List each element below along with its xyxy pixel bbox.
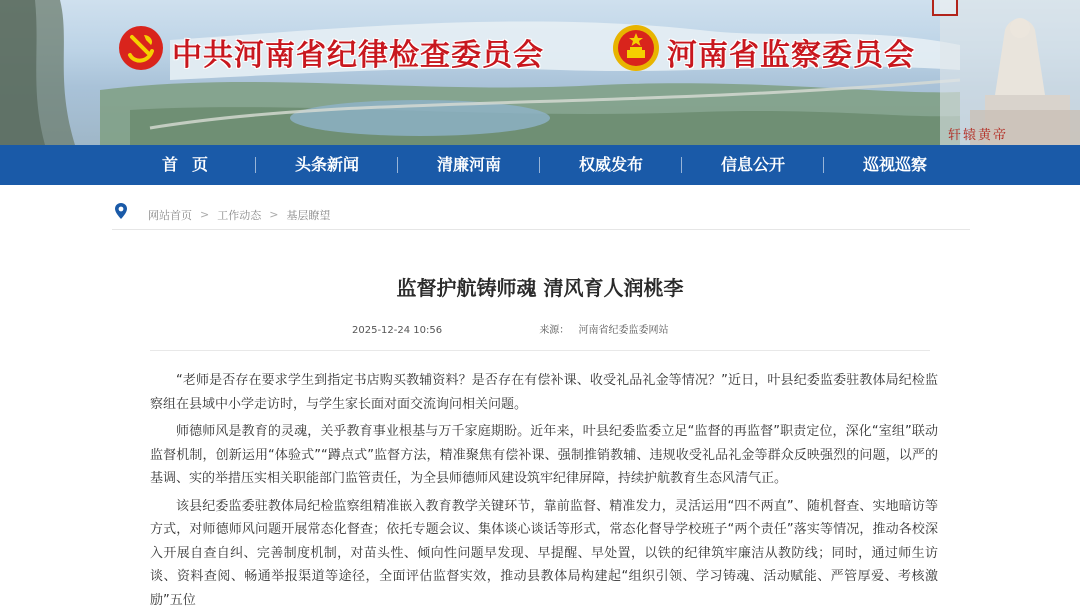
meta-divider <box>150 350 930 351</box>
breadcrumb-separator: > <box>269 208 279 221</box>
nav-item-clean-henan[interactable]: 清廉河南 <box>398 145 540 185</box>
nav-item-authoritative-release[interactable]: 权威发布 <box>540 145 682 185</box>
article-source-label: 来源： <box>539 325 570 336</box>
article-date: 2025-12-24 10:56 <box>352 325 443 336</box>
breadcrumb <box>112 200 970 230</box>
banner-title-left: 中共河南省纪律检查委员会 <box>172 38 544 73</box>
article-meta <box>352 321 669 336</box>
article-source: 河南省纪委监委网站 <box>578 325 669 336</box>
breadcrumb-grassroots[interactable]: 基层瞭望 <box>286 208 331 222</box>
location-pin-icon <box>112 202 130 220</box>
nav-item-headlines[interactable]: 头条新闻 <box>256 145 398 185</box>
article-body <box>150 369 938 616</box>
nav-item-inspection[interactable]: 巡视巡察 <box>862 155 927 174</box>
nav-item-home[interactable]: 首页 <box>114 145 256 185</box>
statue-caption: 轩辕黄帝 <box>948 128 1009 143</box>
breadcrumb-separator: > <box>200 208 210 221</box>
breadcrumb-home[interactable]: 网站首页 <box>148 208 192 222</box>
nav-item-info-disclosure[interactable]: 信息公开 <box>682 145 824 185</box>
breadcrumb-work-news[interactable]: 工作动态 <box>217 208 262 222</box>
main-nav <box>0 145 1080 185</box>
site-banner <box>0 0 1080 145</box>
article-title: 监督护航铸师魂 清风育人润桃李 <box>396 276 684 300</box>
party-emblem-icon <box>118 25 164 71</box>
article-paragraph: “老师是否存在要求学生到指定书店购买教辅资料？是否存在有偿补课、收受礼品礼金等情况？”近日，叶县纪委监委驻教体局纪检监察组在县域中小学走访时，与学生家长面对面交流询问相关问题。 <box>150 373 938 412</box>
red-seal-stamp <box>932 0 958 16</box>
banner-title-right: 河南省监察委员会 <box>667 38 915 73</box>
article-paragraph: 师德师风是教育的灵魂，关乎教育事业根基与万千家庭期盼。近年来，叶县纪委监委立足“监督的再监督”职责定位，深化“室组”联动监督机制，创新运用“体验式”“蹲点式”监督方法，精准聚焦有偿补课、强制推销教辅、违规收受礼品礼金等群众反映强烈的问题，以严的基调、实的举措压实相关职能部门监管责任，为全县师德师风建设筑牢纪律屏障，持续护航教育生态风清气正。 <box>150 424 938 486</box>
national-emblem-icon <box>612 24 660 72</box>
article-paragraph: 该县纪委监委驻教体局纪检监察组精准嵌入教育教学关键环节，靠前监督、精准发力，灵活运用“四不两直”、随机督查、实地暗访等方式，对师德师风问题开展常态化督查；依托专题会议、集体谈心谈话等形式，常态化督导学校班子“两个责任”落实等情况，推动各校深入开展自查自纠、完善制度机制，对苗头性、倾向性问题早发现、早提醒、早处置，以铁的纪律筑牢廉洁从教防线；同时，通过师生访谈、资料查阅、畅通举报渠道等途径，全面评估监督实效，推动县教体局构建起“组织引领、学习铸魂、活动赋能、严管厚爱、考核激励”五位 <box>150 498 938 608</box>
